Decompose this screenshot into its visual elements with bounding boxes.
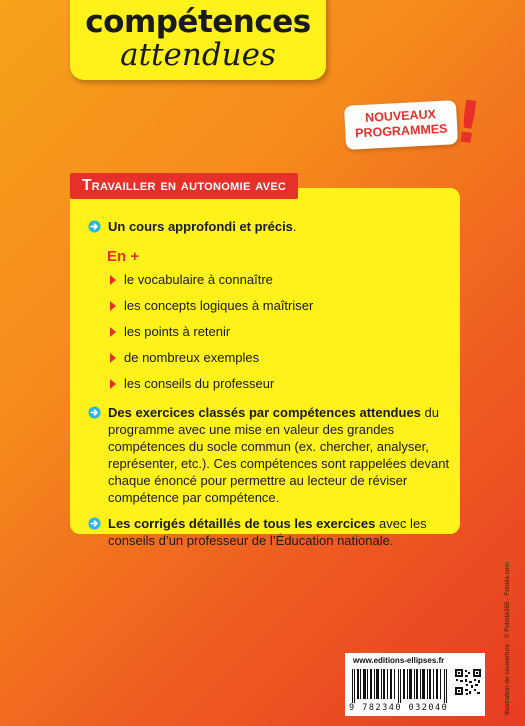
title-line-1: compétences <box>85 4 311 40</box>
en-plus-label: En + <box>107 248 140 265</box>
bullet-cours-rest: . <box>292 219 297 234</box>
nouveaux-programmes-badge <box>344 100 458 150</box>
triangle-icon <box>110 327 116 337</box>
sub-item <box>88 349 450 375</box>
sub-item <box>88 375 450 401</box>
sub-item <box>88 323 450 349</box>
section-banner: Travailler en autonomie avec <box>70 173 298 199</box>
sub-item-label: les conseils du professeur <box>124 376 275 391</box>
qr-code-icon <box>455 669 481 695</box>
barcode-box <box>345 653 485 716</box>
arrow-icon <box>88 406 101 419</box>
sub-item <box>88 297 450 323</box>
bullet-cours-bold: Un cours approfondi et précis <box>108 219 293 234</box>
sub-item-label: les concepts logiques à maîtriser <box>124 298 314 313</box>
sub-item-label: les points à retenir <box>124 324 231 339</box>
title-line-2: attendues <box>120 37 276 73</box>
arrow-icon <box>88 220 101 233</box>
badge-line-2: PROGRAMMES <box>354 121 448 141</box>
triangle-icon <box>110 353 116 363</box>
barcode-icon <box>350 669 450 703</box>
sub-item-label: le vocabulaire à connaître <box>124 272 273 287</box>
bullet-corriges-bold: Les corrigés détaillés de tous les exercices <box>108 516 376 531</box>
exclamation-mark: ! <box>450 86 487 158</box>
arrow-icon <box>88 517 101 530</box>
sub-item <box>88 271 450 297</box>
bullet-exercices <box>88 404 450 506</box>
title-box <box>70 0 326 80</box>
triangle-icon <box>110 379 116 389</box>
cover-credit: Illustration de couverture : © Fotolia365 - Fotolia.com <box>504 562 511 715</box>
triangle-icon <box>110 301 116 311</box>
content-list <box>88 218 450 549</box>
publisher-url[interactable]: www.editions-ellipses.fr <box>353 656 445 665</box>
triangle-icon <box>110 275 116 285</box>
badge-line-1: NOUVEAUX <box>364 107 437 125</box>
sub-item-label: de nombreux exemples <box>124 350 260 365</box>
bullet-corriges-rest: avec les conseils d’un professeur de l’Éducation nationale. <box>108 516 427 548</box>
bullet-exercices-bold: Des exercices classés par compétences attendues <box>108 405 421 420</box>
isbn-number: 9 782340 032040 <box>349 703 449 713</box>
bullet-corriges <box>88 515 450 549</box>
bullet-exercices-rest: du programme avec une mise en valeur des grandes compétences du socle commun (ex. chercher, analyser, représenter, etc.). Ces compétences sont rappelées devant chaque énoncé pour permettre au lecteur de réviser compétence par compétence. <box>108 405 450 505</box>
bullet-cours <box>88 218 450 235</box>
